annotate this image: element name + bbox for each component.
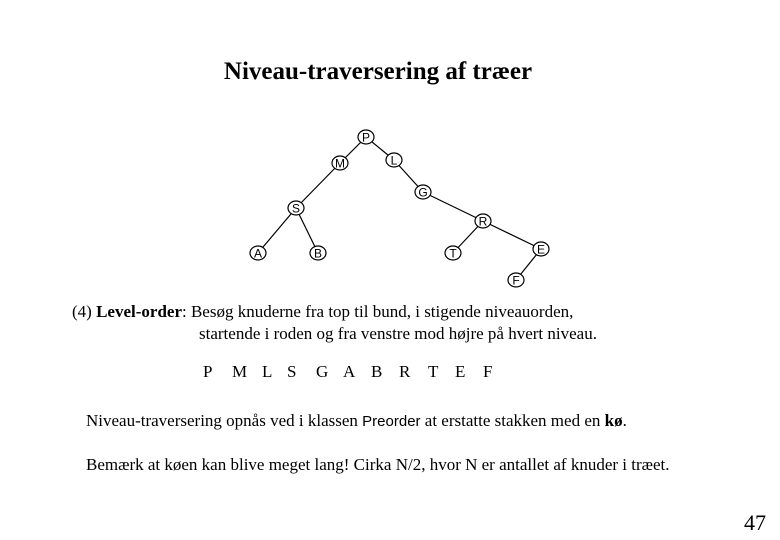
tree-node-label: S: [291, 201, 301, 216]
tree-node-B: [310, 246, 326, 261]
tree-node-label: G: [418, 185, 428, 200]
tree-node-S: [288, 201, 304, 216]
sequence-item: T: [428, 362, 439, 381]
sequence-item: A: [343, 362, 356, 381]
tree-node-label: B: [313, 246, 323, 261]
sequence-item: S: [287, 362, 297, 381]
sequence-item: R: [399, 362, 411, 381]
note-text: at erstatte stakken med en: [420, 411, 605, 430]
sequence-item: G: [316, 362, 329, 381]
tree-node-F: [508, 273, 524, 288]
sequence-item: B: [371, 362, 383, 381]
tree-edge-S-A: [258, 208, 296, 253]
sequence-item: L: [262, 362, 273, 381]
tree-node-label: P: [361, 130, 371, 145]
description-text: : Besøg knuderne fra top til bund, i stigende niveauorden,: [181, 302, 574, 321]
sequence-item: F: [483, 362, 493, 381]
note-preorder: [86, 411, 627, 431]
sequence-item: P: [203, 362, 213, 381]
tree-node-G: [415, 185, 431, 200]
term-queue: kø: [604, 411, 623, 430]
level-order-description-line1: [72, 302, 573, 322]
sequence-item: M: [232, 362, 248, 381]
slide-title: Niveau-traversering af træer: [223, 58, 533, 85]
tree-node-label: T: [449, 246, 457, 261]
tree-node-label: L: [390, 153, 398, 168]
tree-node-P: [358, 130, 374, 145]
tree-node-E: [533, 242, 549, 257]
tree-node-A: [250, 246, 266, 261]
page-number: 47: [744, 510, 766, 535]
note-text: .: [622, 411, 627, 430]
term-level-order: Level-order: [96, 302, 182, 321]
tree-node-R: [475, 214, 491, 229]
tree-edge-M-S: [296, 163, 340, 208]
tree-node-T: [445, 246, 461, 261]
tree-node-label: E: [536, 242, 546, 257]
tree-node-label: A: [253, 246, 263, 261]
tree-node-label: F: [512, 273, 520, 288]
note-queue-length: Bemærk at køen kan blive meget lang! Cirka N/2, hvor N er antallet af knuder i træet.: [86, 455, 670, 474]
tree-node-L: [386, 153, 402, 168]
tree-node-label: R: [478, 214, 488, 229]
class-name-preorder: Preorder: [362, 413, 421, 430]
item-number: (4): [72, 302, 97, 321]
level-order-description-line2: startende i roden og fra venstre mod højre på hvert niveau.: [199, 324, 597, 343]
tree-edge-R-E: [483, 221, 541, 249]
tree-node-M: [332, 156, 348, 171]
sequence-item: E: [455, 362, 466, 381]
note-text: Niveau-traversering opnås ved i klassen: [86, 411, 363, 430]
tree-node-label: M: [335, 156, 345, 171]
tree-edge-G-R: [423, 192, 483, 221]
